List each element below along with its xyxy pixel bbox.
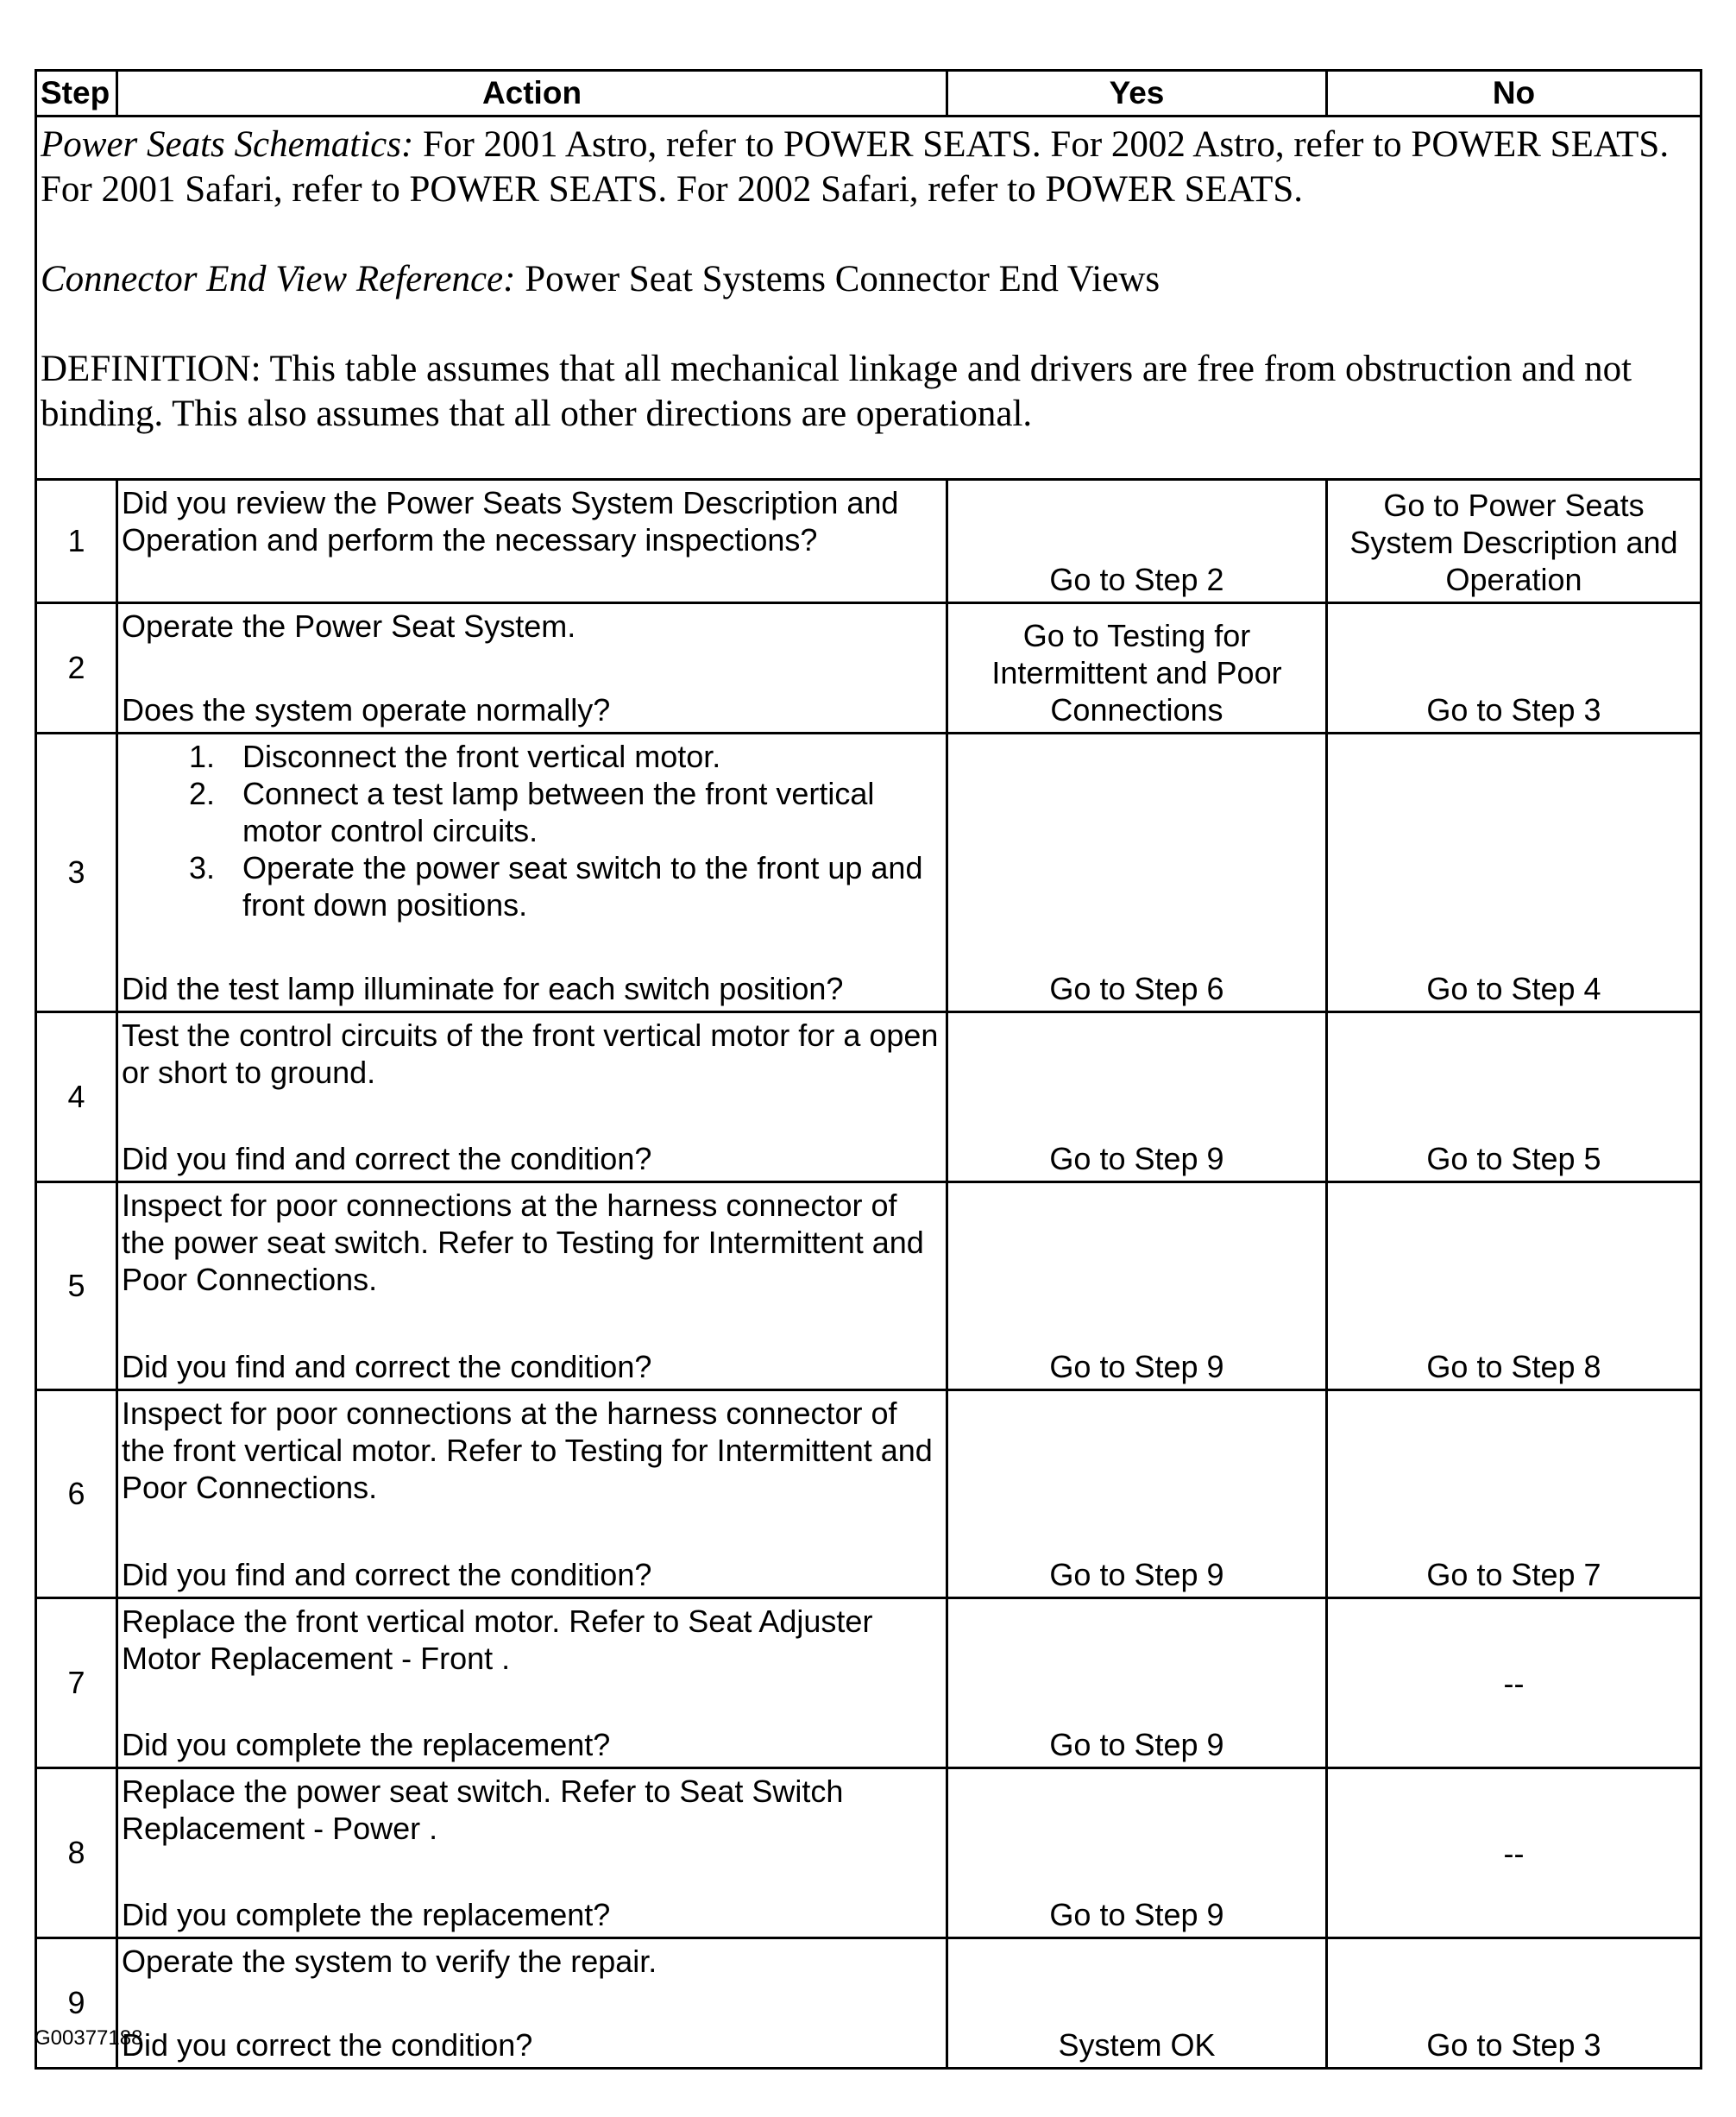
step-question: Did you complete the replacement?	[122, 1727, 611, 1762]
step-action: Operate the Power Seat System.	[122, 608, 576, 644]
yes-result: Go to Step 2	[947, 480, 1327, 603]
step-action: Replace the power seat switch. Refer to Seat Switch Replacement - Power .	[122, 1774, 844, 1846]
step-action: Test the control circuits of the front vertical motor for a open or short to ground.	[122, 1018, 939, 1090]
header-step: Step	[36, 71, 117, 117]
procedure-list	[122, 738, 940, 923]
procedure-item: 3. Operate the power seat switch to the front up and front down positions.	[223, 849, 940, 923]
intro-row	[36, 117, 1701, 480]
step-question: Did you correct the condition?	[122, 2027, 533, 2063]
yes-result: Go to Step 9	[947, 1012, 1327, 1182]
step-action-cell	[117, 1390, 947, 1598]
table-row	[36, 1598, 1701, 1768]
yes-result: Go to Step 9	[947, 1768, 1327, 1938]
no-result: Go to Step 4	[1327, 734, 1701, 1012]
step-action-cell	[117, 1598, 947, 1768]
header-no: No	[1327, 71, 1701, 117]
procedure-item: 1. Disconnect the front vertical motor.	[223, 738, 940, 775]
header-row	[36, 71, 1701, 117]
step-question: Did you find and correct the condition?	[122, 1141, 652, 1176]
table-row	[36, 1012, 1701, 1182]
yes-result: Go to Step 9	[947, 1182, 1327, 1390]
step-action: Did you review the Power Seats System Description and Operation and perform the necessary inspections?	[117, 480, 947, 603]
yes-result: Go to Step 9	[947, 1598, 1327, 1768]
step-number: 2	[36, 603, 117, 734]
step-action-cell	[117, 1938, 947, 2069]
step-number: 6	[36, 1390, 117, 1598]
no-result: Go to Step 7	[1327, 1390, 1701, 1598]
no-result: Go to Step 3	[1327, 1938, 1701, 2069]
schematics-paragraph	[41, 123, 1696, 212]
yes-result: Go to Testing for Intermittent and Poor Connections	[947, 603, 1327, 734]
step-action-cell	[117, 734, 947, 1012]
step-question: Did the test lamp illuminate for each switch position?	[122, 971, 844, 1006]
step-action: Inspect for poor connections at the harness connector of the power seat switch. Refer to Testing for Intermittent and Poor Connections.	[122, 1188, 924, 1297]
step-action-cell	[117, 603, 947, 734]
step-action-cell	[117, 1012, 947, 1182]
no-result: --	[1327, 1768, 1701, 1938]
table-row	[36, 734, 1701, 1012]
no-result: Go to Power Seats System Description and Operation	[1327, 480, 1701, 603]
connector-paragraph	[41, 257, 1696, 302]
table-row	[36, 480, 1701, 603]
table-row	[36, 1182, 1701, 1390]
table-row	[36, 1768, 1701, 1938]
step-number: 7	[36, 1598, 117, 1768]
table-row	[36, 603, 1701, 734]
yes-result: Go to Step 9	[947, 1390, 1327, 1598]
step-number: 5	[36, 1182, 117, 1390]
intro-cell	[36, 117, 1701, 480]
diagnostic-page	[35, 69, 1700, 2070]
table-row	[36, 1938, 1701, 2069]
yes-result: System OK	[947, 1938, 1327, 2069]
step-question: Does the system operate normally?	[122, 692, 611, 728]
definition-text: DEFINITION: This table assumes that all mechanical linkage and drivers are free from obstruction and not binding. This also assumes that all other directions are operational.	[41, 349, 1632, 434]
connector-text: Power Seat Systems Connector End Views	[515, 259, 1160, 299]
step-action: Operate the system to verify the repair.	[122, 1944, 657, 1979]
header-yes: Yes	[947, 71, 1327, 117]
step-question: Did you complete the replacement?	[122, 1897, 611, 1932]
header-action: Action	[117, 71, 947, 117]
step-number: 8	[36, 1768, 117, 1938]
step-number: 4	[36, 1012, 117, 1182]
step-question: Did you find and correct the condition?	[122, 1349, 652, 1384]
step-action: Inspect for poor connections at the harness connector of the front vertical motor. Refer to Testing for Intermittent and Poor Connections.	[122, 1396, 933, 1505]
step-number: 9	[36, 1938, 117, 2069]
step-action-cell	[117, 1768, 947, 1938]
no-result: Go to Step 3	[1327, 603, 1701, 734]
step-action-cell	[117, 1182, 947, 1390]
diagnostic-table	[35, 69, 1702, 2070]
table-row	[36, 1390, 1701, 1598]
step-number: 3	[36, 734, 117, 1012]
no-result: --	[1327, 1598, 1701, 1768]
procedure-item: 2. Connect a test lamp between the front vertical motor control circuits.	[223, 775, 940, 849]
no-result: Go to Step 8	[1327, 1182, 1701, 1390]
schematics-label: Power Seats Schematics:	[41, 124, 414, 165]
step-number: 1	[36, 480, 117, 603]
step-action: Replace the front vertical motor. Refer to Seat Adjuster Motor Replacement - Front .	[122, 1604, 873, 1676]
connector-label: Connector End View Reference:	[41, 259, 516, 299]
no-result: Go to Step 5	[1327, 1012, 1701, 1182]
yes-result: Go to Step 6	[947, 734, 1327, 1012]
schematics-text: For 2001 Astro, refer to POWER SEATS. For 2002 Astro, refer to POWER SEATS. For 2001 Safari, refer to POWER SEATS. For 2002 Safari, refer to POWER SEATS.	[41, 124, 1670, 210]
step-question: Did you find and correct the condition?	[122, 1557, 652, 1592]
figure-id: G00377188	[35, 2026, 143, 2050]
